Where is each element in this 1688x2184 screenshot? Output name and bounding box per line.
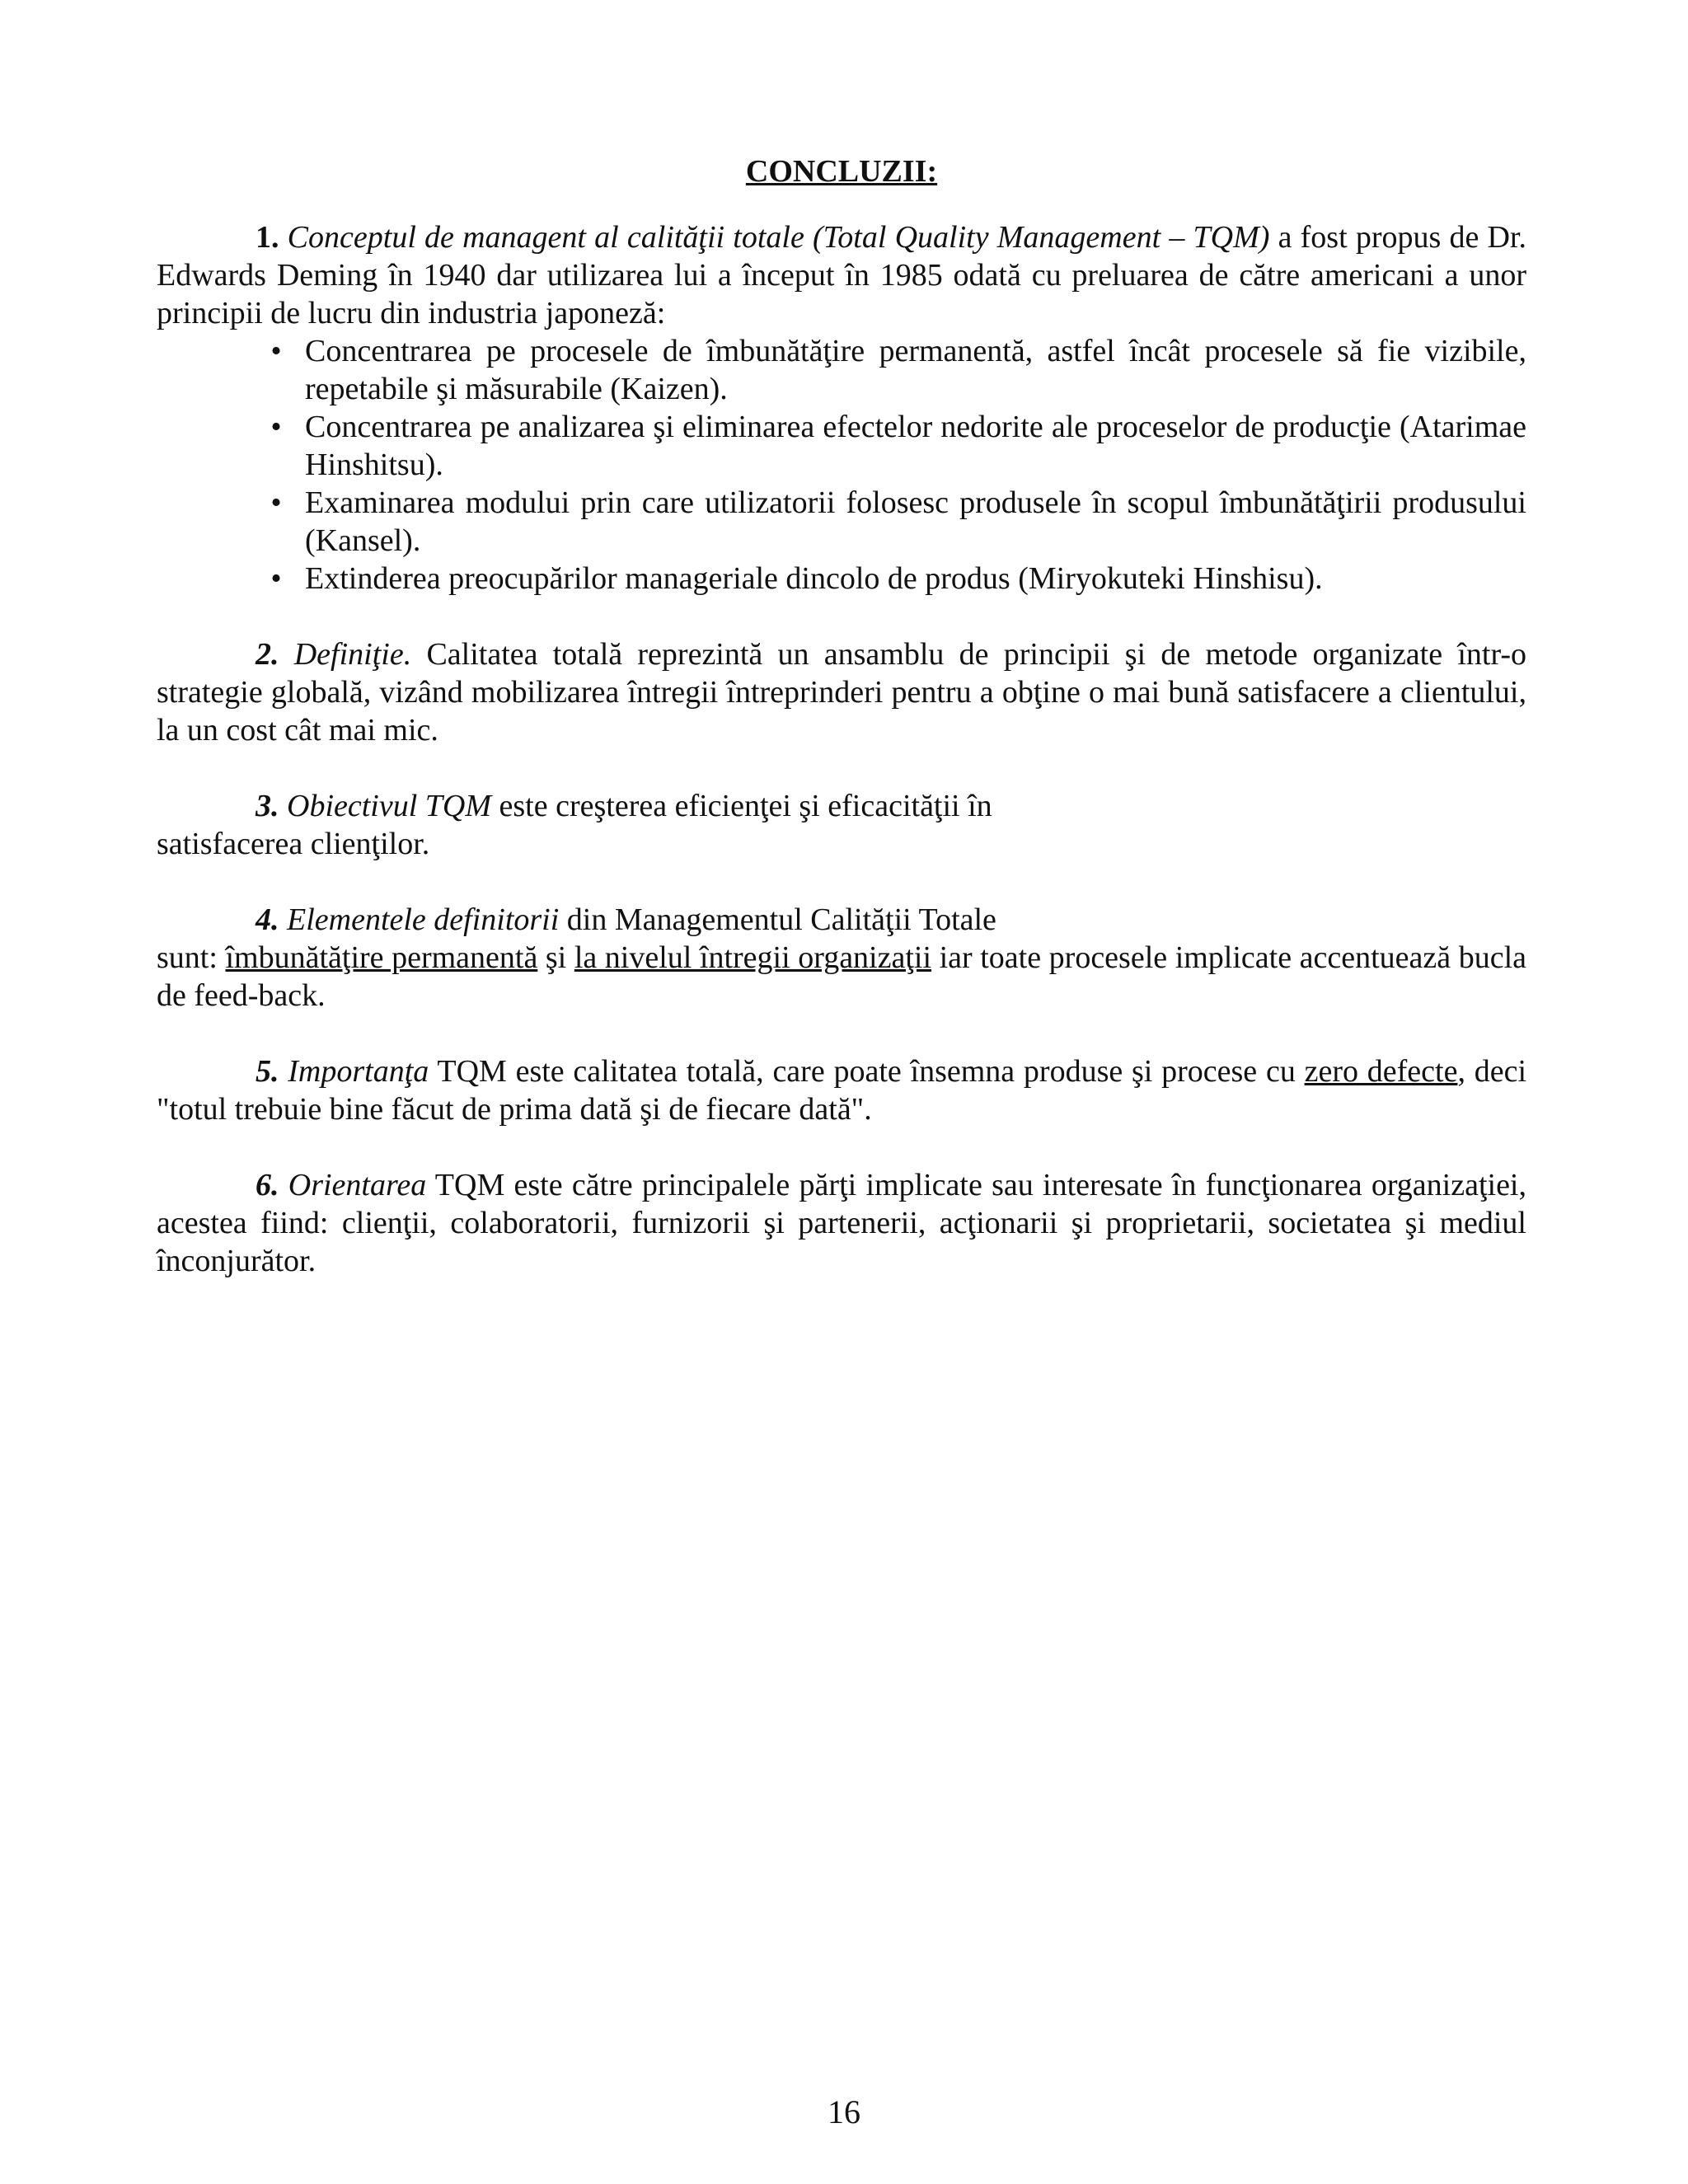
paragraph-4-continuation bbox=[157, 939, 1526, 1015]
paragraph-6-text: TQM este către principalele părţi implicate sau interesate în funcţionarea organizaţiei, acestea fiind: clienţii, colaboratorii, furnizorii şi partenerii, acţionarii şi proprietarii, societatea şi mediul înconjurător. bbox=[157, 1168, 1526, 1278]
paragraph-4 bbox=[157, 901, 1526, 939]
bullet-icon: • bbox=[270, 334, 282, 368]
paragraph-3-line-2: satisfacerea clienţilor. bbox=[157, 827, 430, 861]
list-item-text: Extinderea preocupărilor manageriale dincolo de produs (Miryokuteki Hinshisu). bbox=[305, 561, 1323, 596]
paragraph-5-end: , deci "totul trebuie bine făcut de prima dată şi de fiecare dată". bbox=[157, 1054, 1526, 1127]
list-item bbox=[264, 560, 1526, 598]
underlined-term-zero-defects: zero defecte bbox=[1304, 1054, 1458, 1089]
paragraph-3-italic: Obiectivul TQM bbox=[279, 789, 492, 823]
paragraph-6 bbox=[157, 1166, 1526, 1280]
paragraph-6-italic: Orientarea bbox=[279, 1168, 427, 1202]
paragraph-4-number: 4. bbox=[256, 902, 279, 937]
list-item bbox=[264, 408, 1526, 484]
paragraph-2-number: 2. bbox=[256, 637, 279, 672]
paragraph-3-text: este creşterea eficienţei şi eficacităţii în bbox=[491, 789, 992, 823]
list-item-text: Concentrarea pe analizarea şi eliminarea efectelor nedorite ale proceselor de producţie (Atarimae Hinshitsu). bbox=[305, 410, 1526, 482]
paragraph-5-number: 5. bbox=[256, 1054, 279, 1089]
paragraph-4-text: din Managementul Calităţii Totale bbox=[559, 902, 996, 937]
bullet-icon: • bbox=[270, 561, 282, 596]
paragraph-6-number: 6. bbox=[256, 1168, 279, 1202]
paragraph-4-italic: Elementele definitorii bbox=[279, 902, 560, 937]
paragraph-4-end: iar toate procesele implicate accentuează bucla de feed-back. bbox=[157, 940, 1526, 1013]
paragraph-5 bbox=[157, 1052, 1526, 1128]
underlined-term-2: la nivelul întregii organizaţii bbox=[574, 940, 932, 975]
document-page bbox=[157, 152, 1526, 1280]
paragraph-1 bbox=[157, 218, 1526, 332]
paragraph-4-mid: şi bbox=[537, 940, 574, 975]
list-item-text: Concentrarea pe procesele de îmbunătăţire permanentă, astfel încât procesele să fie vizibile, repetabile şi măsurabile (Kaizen). bbox=[305, 334, 1526, 406]
paragraph-3 bbox=[157, 787, 1526, 825]
paragraph-4-start: sunt: bbox=[157, 940, 226, 975]
paragraph-1-text: a fost propus de Dr. Edwards Deming în 1940 dar utilizarea lui a început în 1985 odată cu preluarea de către americani a unor principii de lucru din industria japoneză: bbox=[157, 220, 1526, 330]
bullet-icon: • bbox=[270, 485, 282, 520]
paragraph-5-italic: Importanţa bbox=[279, 1054, 429, 1089]
bullet-list bbox=[157, 332, 1526, 598]
paragraph-2-text: Calitatea totală reprezintă un ansamblu de principii şi de metode organizate într-o strategie globală, vizând mobilizarea întregii întreprinderi pentru a obţine o mai bună satisfacere a clientului, la un cost cât mai mic. bbox=[157, 637, 1527, 748]
list-item bbox=[264, 484, 1526, 560]
list-item bbox=[264, 332, 1526, 408]
paragraph-5-text: TQM este calitatea totală, care poate însemna produse şi procese cu bbox=[429, 1054, 1305, 1089]
paragraph-2 bbox=[157, 635, 1526, 749]
paragraph-1-number: 1. bbox=[256, 220, 279, 255]
underlined-term-1: îmbunătăţire permanentă bbox=[225, 940, 538, 975]
bullet-icon: • bbox=[270, 410, 282, 444]
list-item-text: Examinarea modului prin care utilizatorii folosesc produsele în scopul îmbunătăţirii produsului (Kansel). bbox=[305, 485, 1526, 558]
paragraph-3-number: 3. bbox=[256, 789, 279, 823]
page-title: CONCLUZII: bbox=[745, 154, 938, 189]
page-number: 16 bbox=[828, 2093, 860, 2130]
paragraph-1-italic: Conceptul de managent al calităţii totale (Total Quality Management – TQM) bbox=[279, 220, 1270, 255]
paragraph-2-italic: Definiţie. bbox=[279, 637, 412, 672]
